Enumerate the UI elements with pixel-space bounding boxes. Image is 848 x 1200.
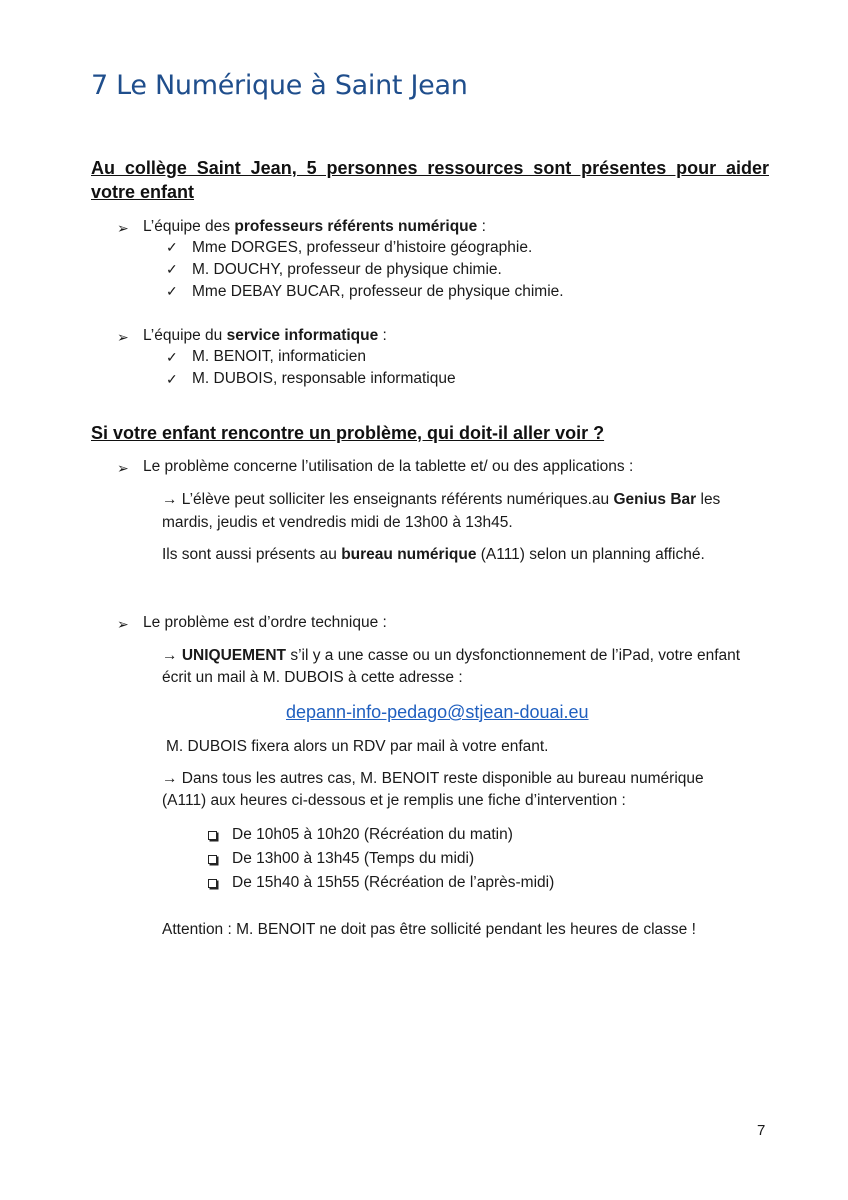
schedule-item: De 10h05 à 10h20 (Récréation du matin)	[232, 826, 513, 843]
case-tablet-paragraph-line2: mardis, jeudis et vendredis midi de 13h00 à 13h45.	[162, 514, 513, 531]
section-heading-resources: Au collège Saint Jean, 5 personnes ressources sont présentes pour aider votre enfant	[91, 158, 769, 202]
list-item: M. BENOIT, informaticien	[192, 348, 366, 365]
schedule-item: De 13h00 à 13h45 (Temps du midi)	[232, 850, 475, 867]
check-icon: ✓	[166, 239, 178, 255]
warning-note: Attention : M. BENOIT ne doit pas être sollicité pendant les heures de classe !	[162, 921, 696, 938]
arrow-bullet-icon: ➢	[117, 220, 129, 236]
support-email-link[interactable]: depann-info-pedago@stjean-douai.eu	[286, 702, 589, 722]
team-it-label: L’équipe du service informatique :	[143, 327, 387, 344]
check-icon: ✓	[166, 283, 178, 299]
page-number: 7	[757, 1122, 766, 1139]
list-item: M. DOUCHY, professeur de physique chimie.	[192, 261, 502, 278]
list-item: M. DUBOIS, responsable informatique	[192, 370, 456, 387]
page-title: 7 Le Numérique à Saint Jean	[91, 70, 468, 101]
checkbox-bullet-icon	[208, 879, 217, 888]
section-heading-problem: Si votre enfant rencontre un problème, qui doit-il aller voir ?	[91, 423, 605, 443]
case-tablet-office-note: Ils sont aussi présents au bureau numérique (A111) selon un planning affiché.	[162, 546, 705, 563]
arrow-bullet-icon: ➢	[117, 460, 129, 476]
checkbox-bullet-icon	[208, 855, 217, 864]
case-tablet-label: Le problème concerne l’utilisation de la tablette et/ ou des applications :	[143, 458, 634, 475]
other-cases-paragraph-line2: (A111) aux heures ci-dessous et je remplis une fiche d’intervention :	[162, 792, 626, 809]
case-technical-label: Le problème est d’ordre technique :	[143, 614, 387, 631]
case-technical-paragraph-line2: écrit un mail à M. DUBOIS à cette adresse :	[162, 669, 463, 686]
schedule-item: De 15h40 à 15h55 (Récréation de l’après-midi)	[232, 874, 555, 891]
rdv-note: M. DUBOIS fixera alors un RDV par mail à votre enfant.	[166, 738, 549, 755]
check-icon: ✓	[166, 349, 178, 365]
case-tablet-paragraph-line1: → L’élève peut solliciter les enseignants référents numériques.au Genius Bar les	[162, 491, 721, 508]
list-item: Mme DEBAY BUCAR, professeur de physique chimie.	[192, 283, 564, 300]
arrow-bullet-icon: ➢	[117, 616, 129, 632]
team-teachers-label: L’équipe des professeurs référents numérique :	[143, 218, 486, 235]
check-icon: ✓	[166, 261, 178, 277]
arrow-bullet-icon: ➢	[117, 329, 129, 345]
checkbox-bullet-icon	[208, 831, 217, 840]
check-icon: ✓	[166, 371, 178, 387]
other-cases-paragraph-line1: → Dans tous les autres cas, M. BENOIT reste disponible au bureau numérique	[162, 770, 704, 787]
case-technical-paragraph-line1: → UNIQUEMENT s’il y a une casse ou un dysfonctionnement de l’iPad, votre enfant	[162, 647, 741, 664]
list-item: Mme DORGES, professeur d’histoire géographie.	[192, 239, 533, 256]
